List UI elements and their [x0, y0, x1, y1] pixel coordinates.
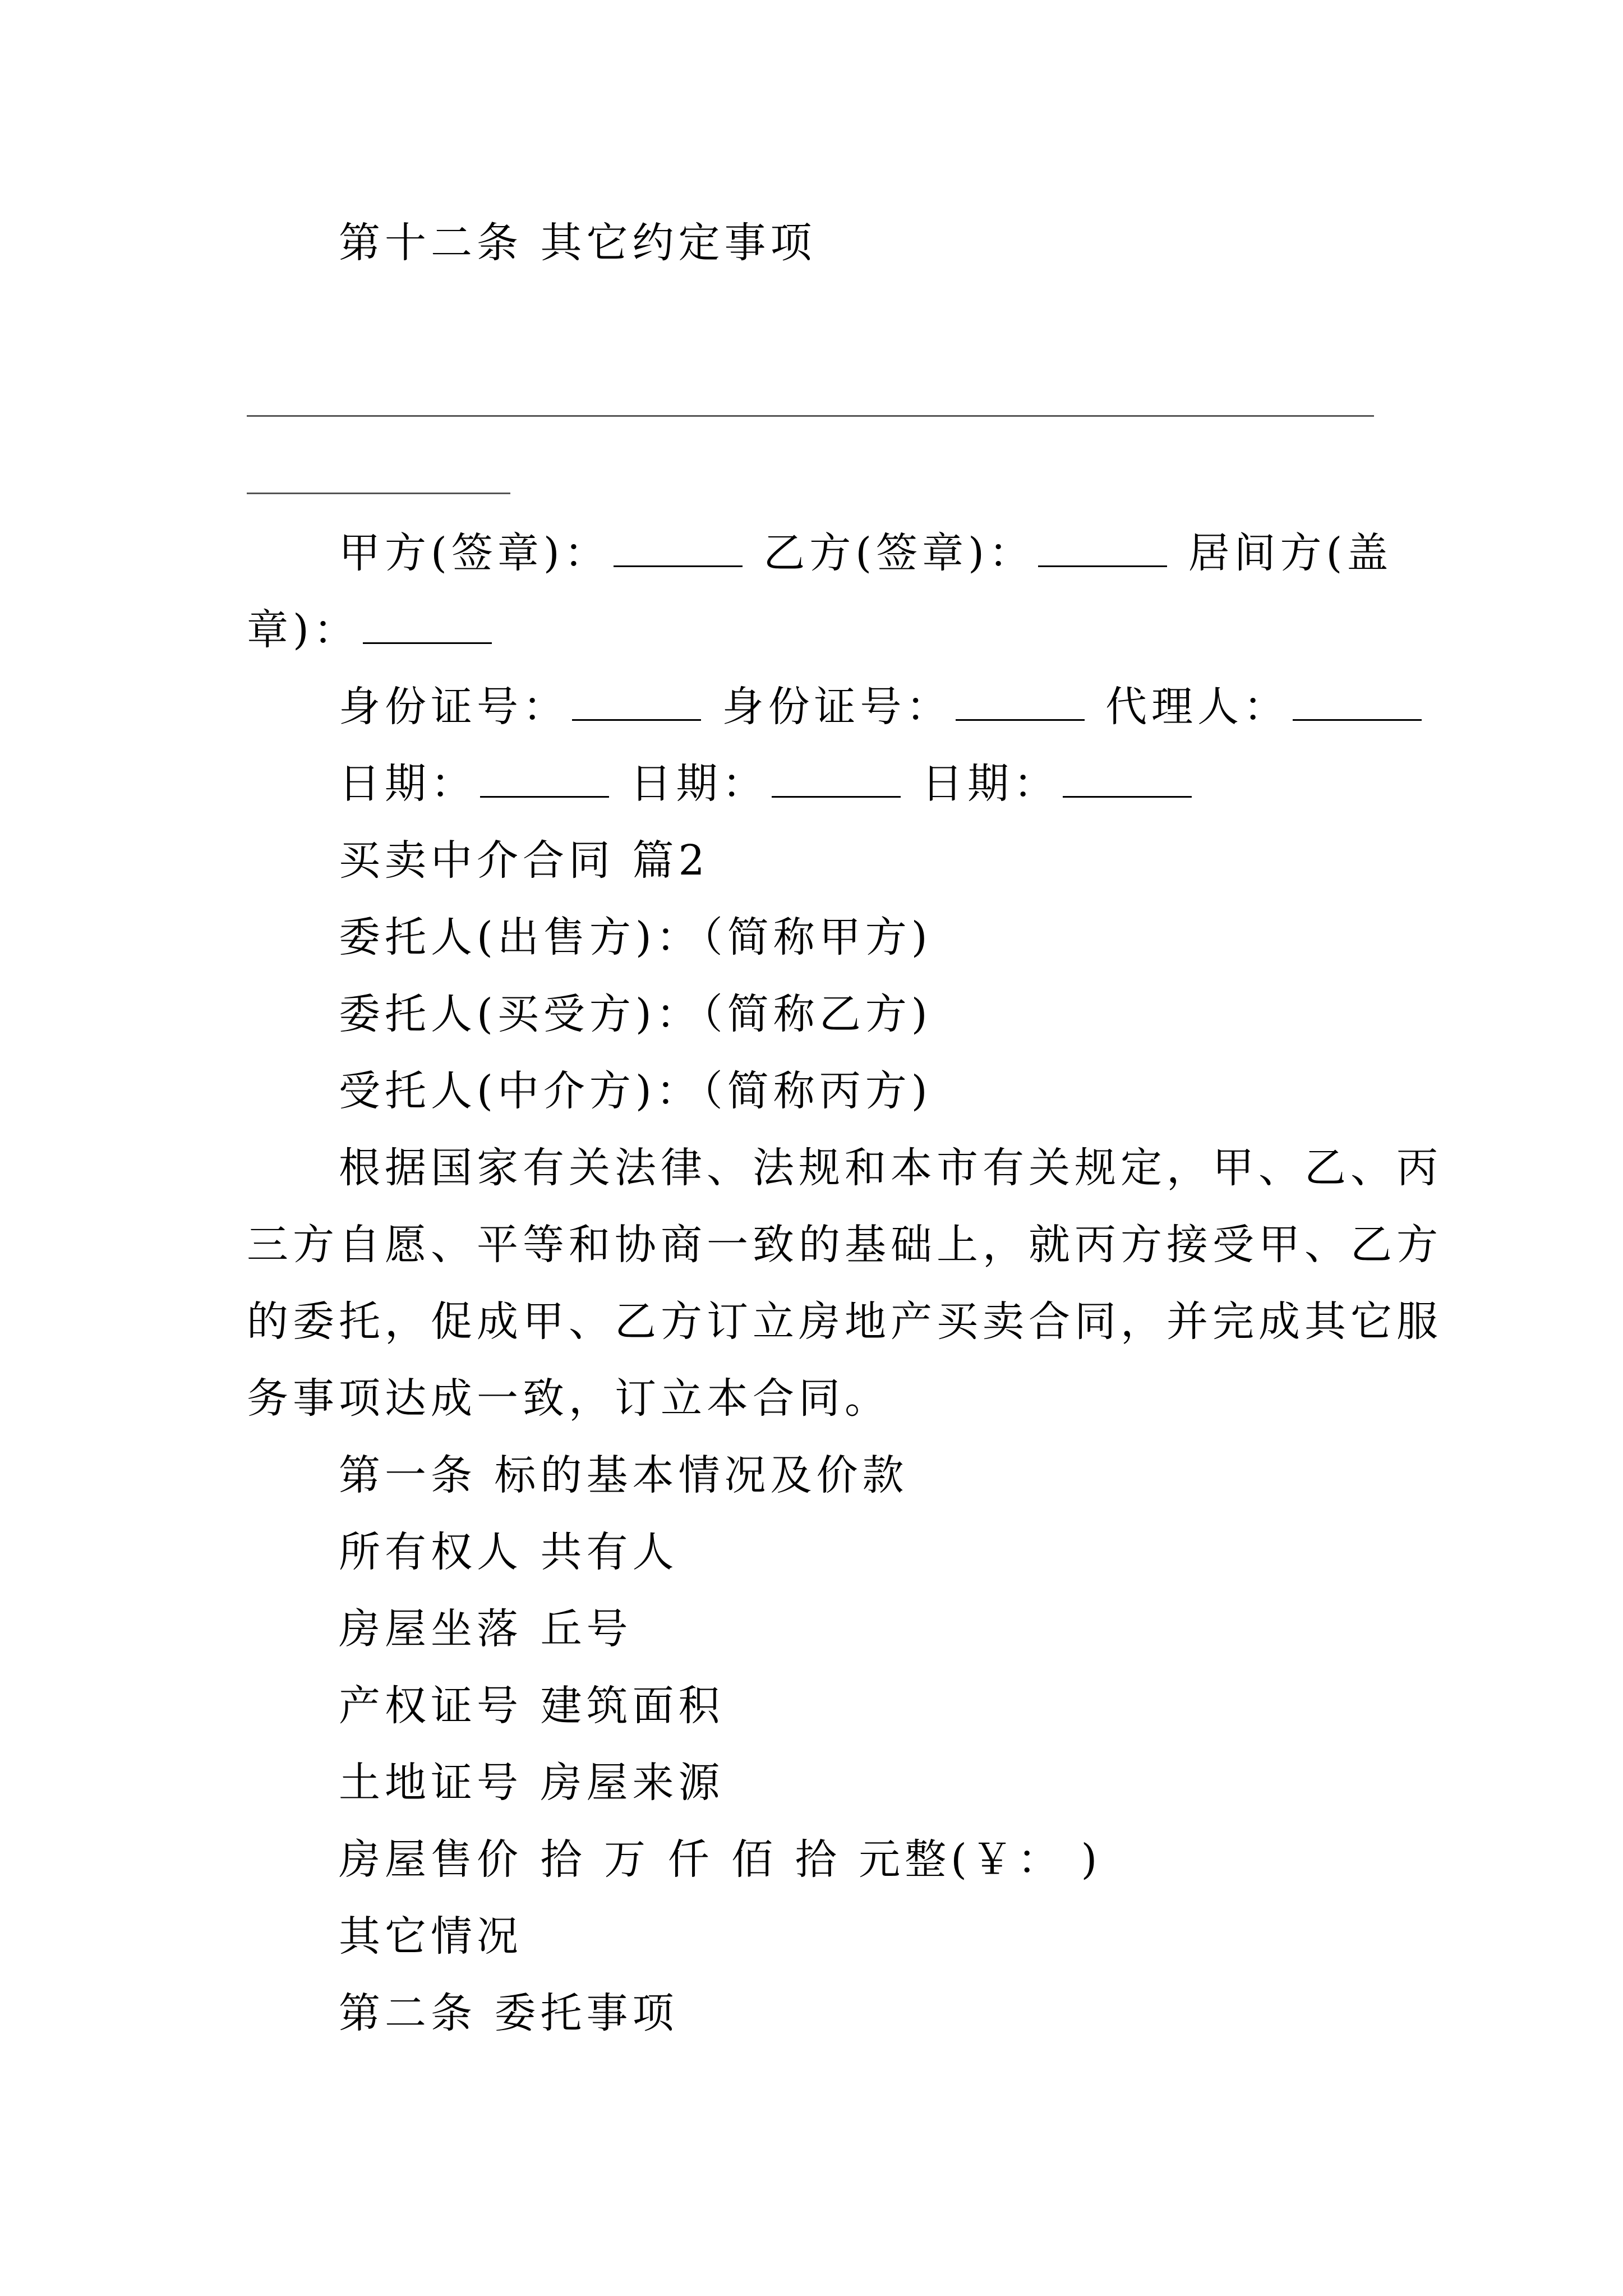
- party-b-signature-label: 乙方(签章)：: [763, 529, 1035, 577]
- party-a-signature-label: 甲方(签章)：: [339, 529, 610, 577]
- item-price: 房屋售价 拾 万 仟 佰 拾 元整(￥： ): [339, 1835, 1102, 1884]
- buyer-line: 委托人(买受方)：（简称乙方): [339, 990, 932, 1038]
- date-label-2: 日期：: [630, 760, 768, 808]
- intermediary-signature-label-part2: 章)：: [247, 606, 359, 654]
- signature-line-1: [247, 515, 1391, 592]
- item-certificate: 产权证号 建筑面积: [339, 1682, 725, 1730]
- date-blank-2: [772, 765, 901, 798]
- id-label-2: 身份证号：: [722, 683, 952, 731]
- id-blank-1: [572, 688, 701, 721]
- signature-line-2: [247, 592, 1391, 669]
- fill-in-line-short: [247, 493, 510, 494]
- id-label-1: 身份证号：: [339, 683, 569, 731]
- fill-in-line-long: [247, 415, 1374, 417]
- intro-paragraph-line-1: 根据国家有关法律、法规和本市有关规定，甲、乙、丙: [339, 1144, 1442, 1192]
- article-12-title: [247, 205, 1391, 282]
- article-1-title: 第一条 标的基本情况及价款: [339, 1451, 909, 1499]
- id-blank-2: [956, 688, 1085, 721]
- item-location: 房屋坐落 丘号: [339, 1605, 633, 1653]
- party-a-signature-blank: [614, 534, 743, 567]
- signature-block: [247, 515, 1442, 2052]
- item-owner: 所有权人 共有人: [339, 1528, 679, 1576]
- article-12-title-text: 第十二条 其它约定事项: [339, 219, 817, 267]
- date-label-1: 日期：: [339, 760, 477, 808]
- date-blank-1: [480, 765, 609, 798]
- seller-line: 委托人(出售方)：（简称甲方): [339, 913, 932, 961]
- id-line: [247, 669, 1391, 746]
- intro-paragraph-line-4: 务事项达成一致，订立本合同。: [247, 1374, 891, 1423]
- agent-line: 受托人(中介方)：（简称丙方): [339, 1067, 932, 1115]
- party-b-signature-blank: [1038, 534, 1167, 567]
- contract-2-title: 买卖中介合同 篇2: [339, 836, 709, 885]
- intro-paragraph-line-2: 三方自愿、平等和协商一致的基础上，就丙方接受甲、乙方: [247, 1221, 1442, 1269]
- item-land: 土地证号 房屋来源: [339, 1759, 725, 1807]
- date-blank-3: [1063, 765, 1192, 798]
- date-label-3: 日期：: [921, 760, 1060, 808]
- date-line: [247, 746, 1391, 822]
- item-other: 其它情况: [339, 1912, 523, 1961]
- agent-blank: [1293, 688, 1422, 721]
- article-2-title: 第二条 委托事项: [339, 1989, 679, 2037]
- intermediary-signature-blank: [363, 611, 492, 644]
- intro-paragraph-line-3: 的委托，促成甲、乙方订立房地产买卖合同，并完成其它服: [247, 1297, 1442, 1346]
- agent-label: 代理人：: [1105, 683, 1290, 731]
- intermediary-signature-label-part1: 居间方(盖: [1188, 529, 1393, 577]
